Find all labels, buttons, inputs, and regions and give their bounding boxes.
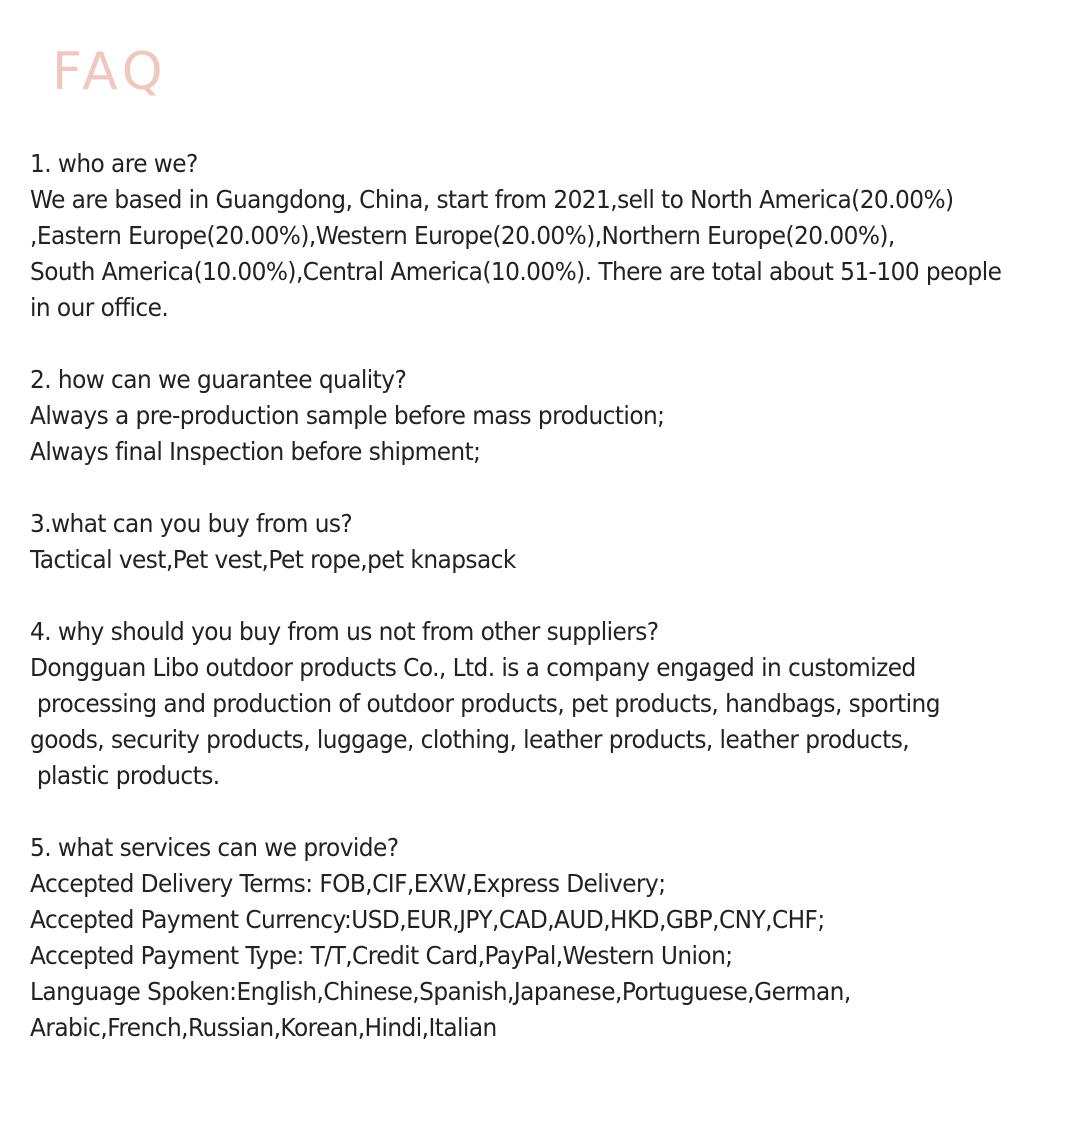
faq-question: 3.what can you buy from us? (30, 509, 353, 538)
faq-answer-line: Accepted Payment Currency:USD,EUR,JPY,CAD,AUD,HKD,GBP,CNY,CHF; (30, 905, 825, 934)
faq-list (30, 146, 1062, 1082)
faq-answer-line: Always a pre-production sample before mass production; (30, 401, 665, 430)
faq-item-products (30, 506, 1062, 578)
faq-item-why-us (30, 614, 1062, 794)
faq-question: 1. who are we? (30, 149, 198, 178)
faq-answer-line: Dongguan Libo outdoor products Co., Ltd. is a company engaged in customized (30, 653, 916, 682)
faq-answer-line: plastic products. (30, 761, 220, 790)
faq-answer-line: ,Eastern Europe(20.00%),Western Europe(20.00%),Northern Europe(20.00%), (30, 221, 895, 250)
faq-answer-line: goods, security products, luggage, clothing, leather products, leather products, (30, 725, 910, 754)
faq-question: 2. how can we guarantee quality? (30, 365, 407, 394)
faq-answer-line: processing and production of outdoor products, pet products, handbags, sporting (30, 689, 940, 718)
faq-answer-line: South America(10.00%),Central America(10.00%). There are total about 51-100 people (30, 257, 1002, 286)
faq-answer-line: Arabic,French,Russian,Korean,Hindi,Italian (30, 1013, 497, 1042)
faq-answer-line: Accepted Delivery Terms: FOB,CIF,EXW,Express Delivery; (30, 869, 666, 898)
faq-item-quality (30, 362, 1062, 470)
faq-answer-line: in our office. (30, 293, 169, 322)
faq-answer-line: Accepted Payment Type: T/T,Credit Card,PayPal,Western Union; (30, 941, 733, 970)
faq-question: 4. why should you buy from us not from other suppliers? (30, 617, 659, 646)
faq-answer-line: Tactical vest,Pet vest,Pet rope,pet knapsack (30, 545, 516, 574)
faq-answer-line: We are based in Guangdong, China, start from 2021,sell to North America(20.00%) (30, 185, 954, 214)
faq-question: 5. what services can we provide? (30, 833, 399, 862)
faq-answer-line: Always final Inspection before shipment; (30, 437, 481, 466)
faq-item-who-are-we (30, 146, 1062, 326)
faq-answer-line: Language Spoken:English,Chinese,Spanish,Japanese,Portuguese,German, (30, 977, 851, 1006)
faq-item-services (30, 830, 1062, 1046)
page-title: FAQ (52, 42, 168, 102)
